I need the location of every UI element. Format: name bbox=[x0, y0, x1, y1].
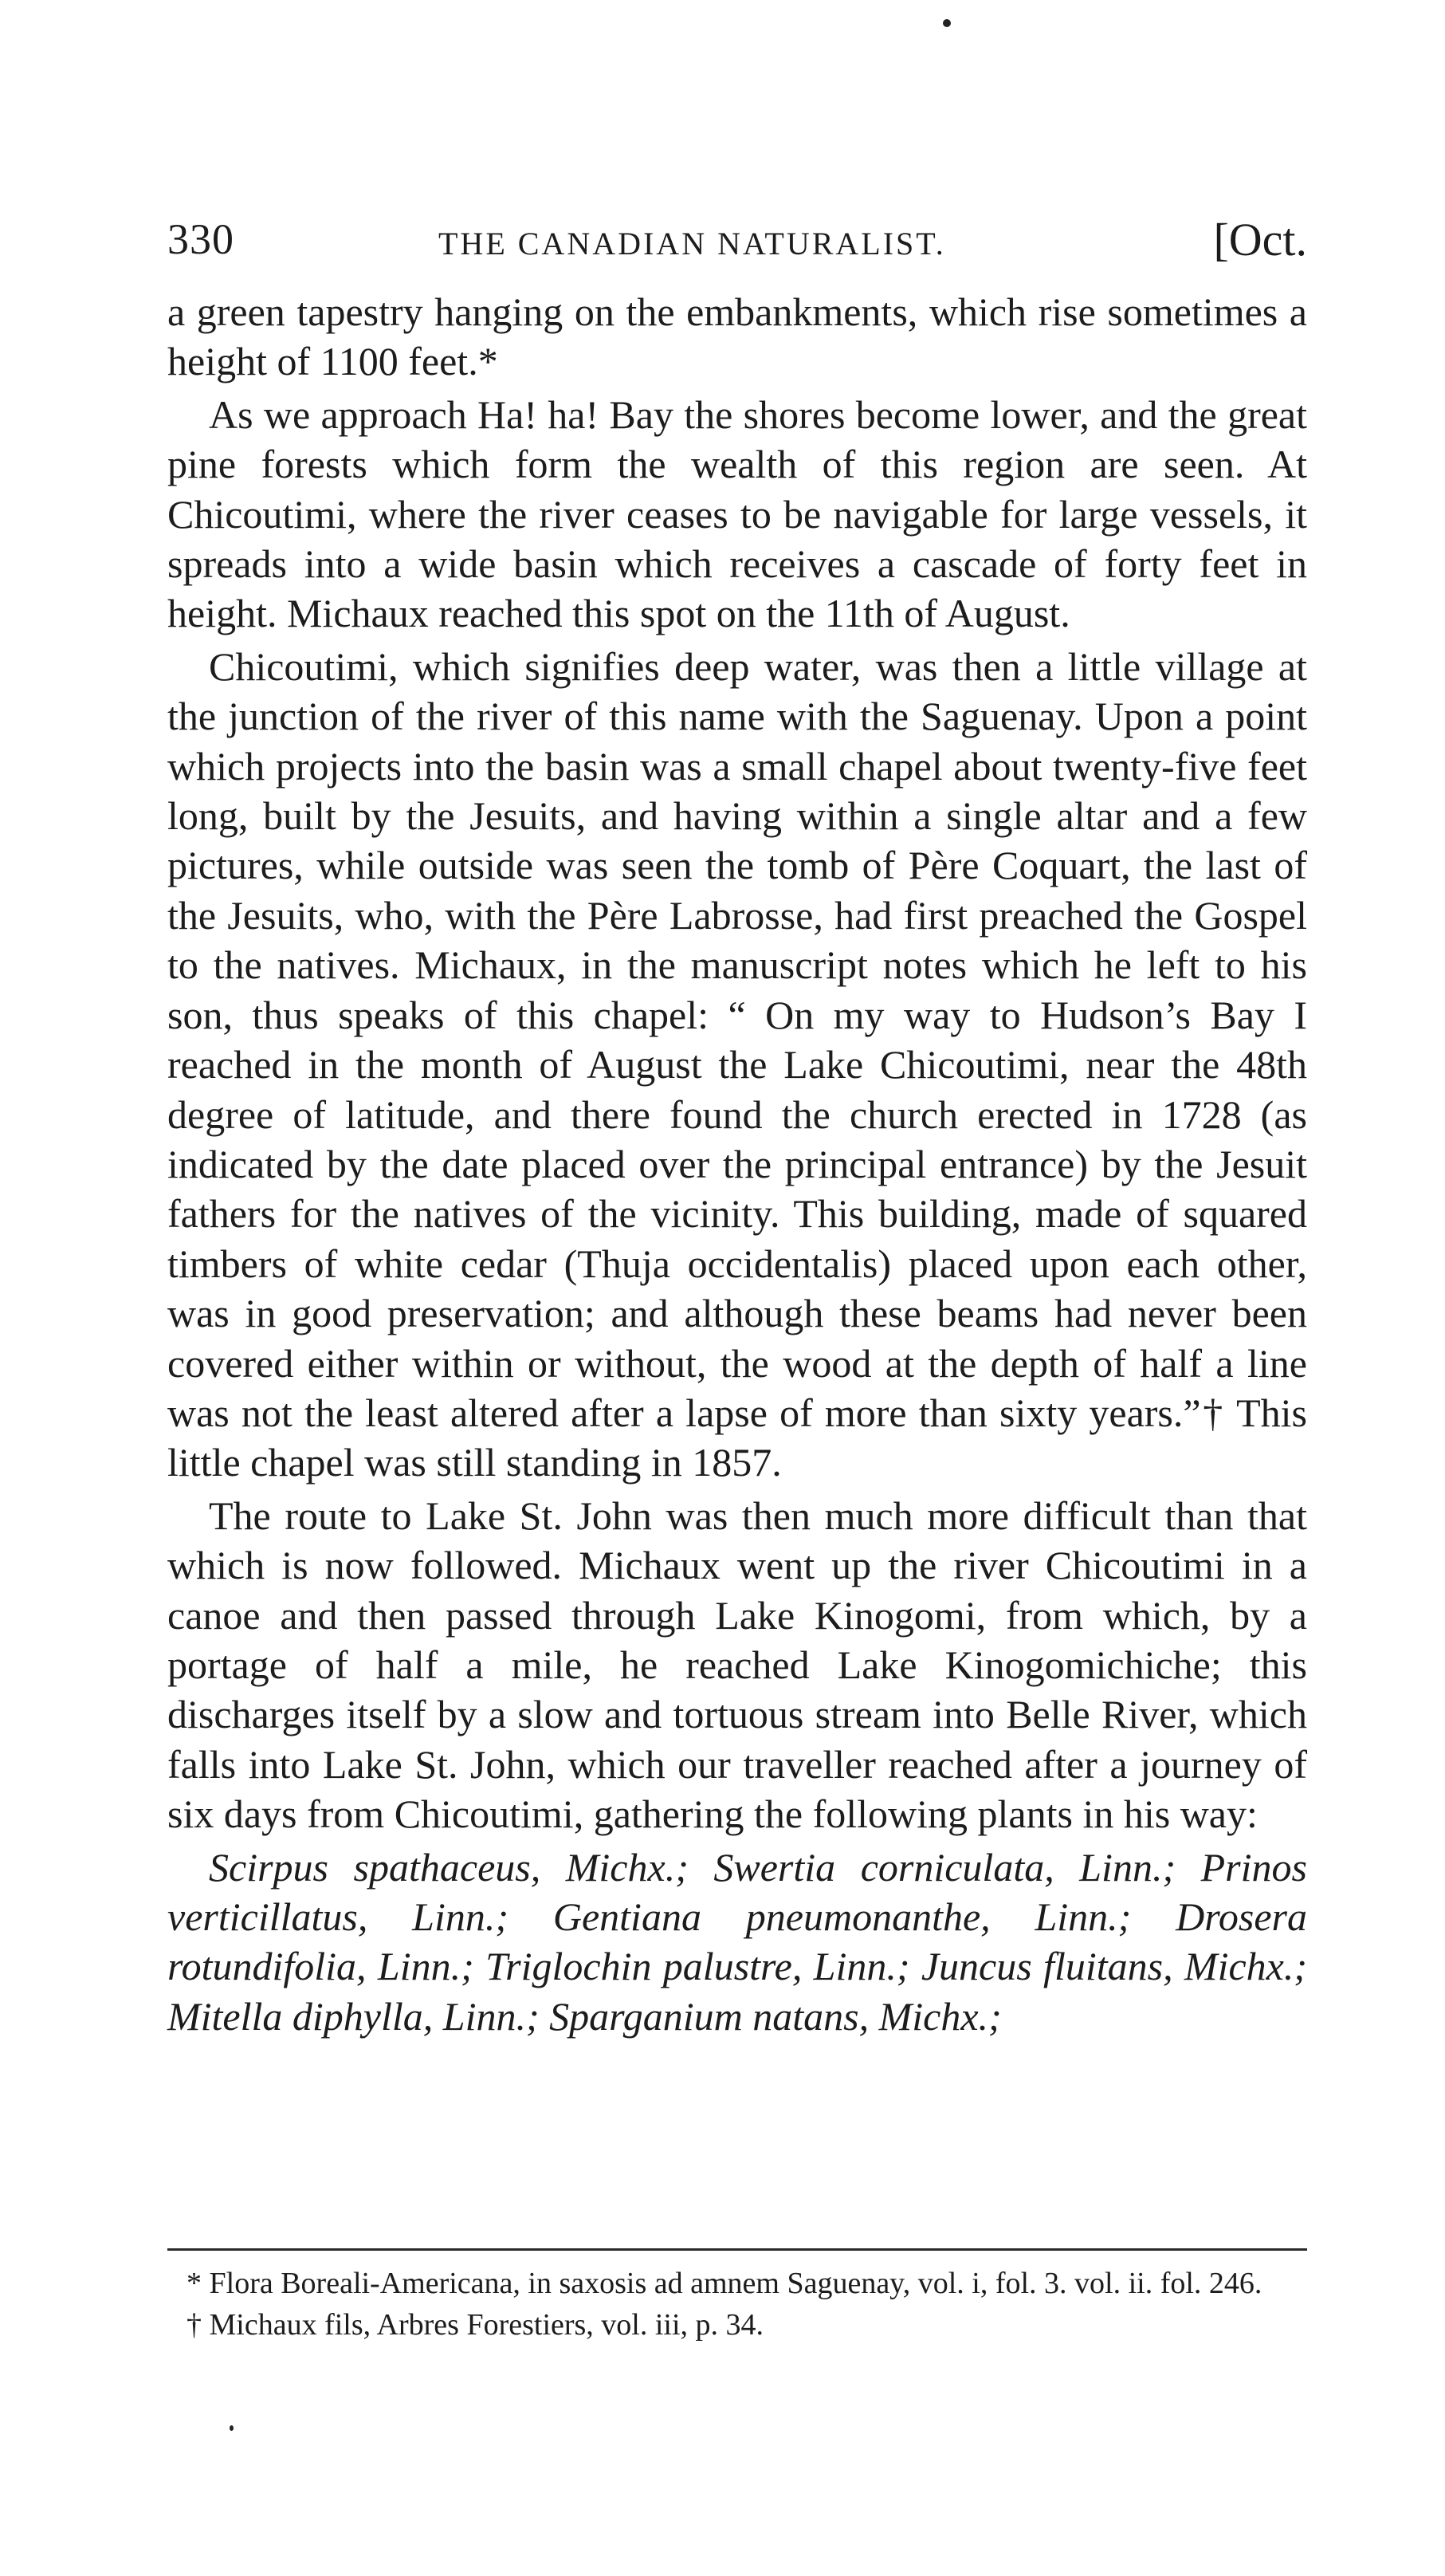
footnote-flora: * Flora Boreali-Americana, in saxosis ad amnem Saguenay, vol. i, fol. 3. vol. ii. fol. 246. bbox=[187, 2267, 1262, 2300]
paragraph-ha-ha-bay: As we approach Ha! ha! Bay the shores become lower, and the great pine forests which form the wealth of this region are seen. At Chicoutimi, where the river ceases to be navigable for large vessels, it spreads into a wide basin which receives a cascade of forty feet in height. Michaux reached this spot on the 11th of August. bbox=[167, 391, 1307, 636]
print-speck bbox=[943, 19, 951, 27]
paragraph-route-lake-st-john: The route to Lake St. John was then much more difficult than that which is now followed. Michaux went up the river Chicoutimi in a canoe and then passed through Lake Kinogomi, from which, by a portage of half a mile, he reached Lake Kinogomichiche; this discharges itself by a slow and tortuous stream into Belle River, which falls into Lake St. John, which our traveller reached after a journey of six days from Chicoutimi, gathering the following plants in his way: bbox=[167, 1493, 1307, 1837]
body-text bbox=[167, 287, 1307, 2041]
footnote-arbres: † Michaux fils, Arbres Forestiers, vol. iii, p. 34. bbox=[187, 2308, 764, 2342]
running-head: THE CANADIAN NATURALIST. bbox=[438, 226, 946, 262]
print-speck bbox=[230, 2425, 234, 2431]
paragraph-plant-list: Scirpus spathaceus, Michx.; Swertia corniculata, Linn.; Prinos verticillatus, Linn.; Gentiana pneumonanthe, Linn.; Drosera rotundifolia, Linn.; Triglochin palustre, Linn.; Juncus fluitans, Michx.; Mitella diphylla, Linn.; Sparganium natans, Michx.; bbox=[167, 1844, 1307, 2039]
page-number: 330 bbox=[167, 215, 234, 263]
footnote-rule bbox=[167, 2248, 1307, 2251]
paragraph-continuation: a green tapestry hanging on the embankments, which rise sometimes a height of 1100 feet.* bbox=[167, 289, 1307, 384]
page-header bbox=[167, 214, 1307, 277]
paragraph-chicoutimi: Chicoutimi, which signifies deep water, was then a little village at the junction of the river of this name with the Saguenay. Upon a point which projects into the basin was a small chapel about twenty-five feet long, built by the Jesuits, and having within a single altar and a few pictures, while outside was seen the tomb of Père Coquart, the last of the Jesuits, who, with the Père Labrosse, had first preached the Gospel to the natives. Michaux, in the manuscript notes which he left to his son, thus speaks of this chapel: “ On my way to Hudson’s Bay I reached in the month of August the Lake Chicoutimi, near the 48th degree of latitude, and there found the church erected in 1728 (as indicated by the date placed over the principal entrance) by the Jesuit fathers for the natives of the vicinity. This building, made of squared timbers of white cedar (Thuja occidentalis) placed upon each other, was in good preservation; and although these beams had never been covered either within or without, the wood at the depth of half a line was not the least altered after a lapse of more than sixty years.”† This little chapel was still standing in 1857. bbox=[167, 643, 1307, 1485]
header-date: [Oct. bbox=[1213, 214, 1307, 265]
footnotes bbox=[167, 2263, 1307, 2346]
